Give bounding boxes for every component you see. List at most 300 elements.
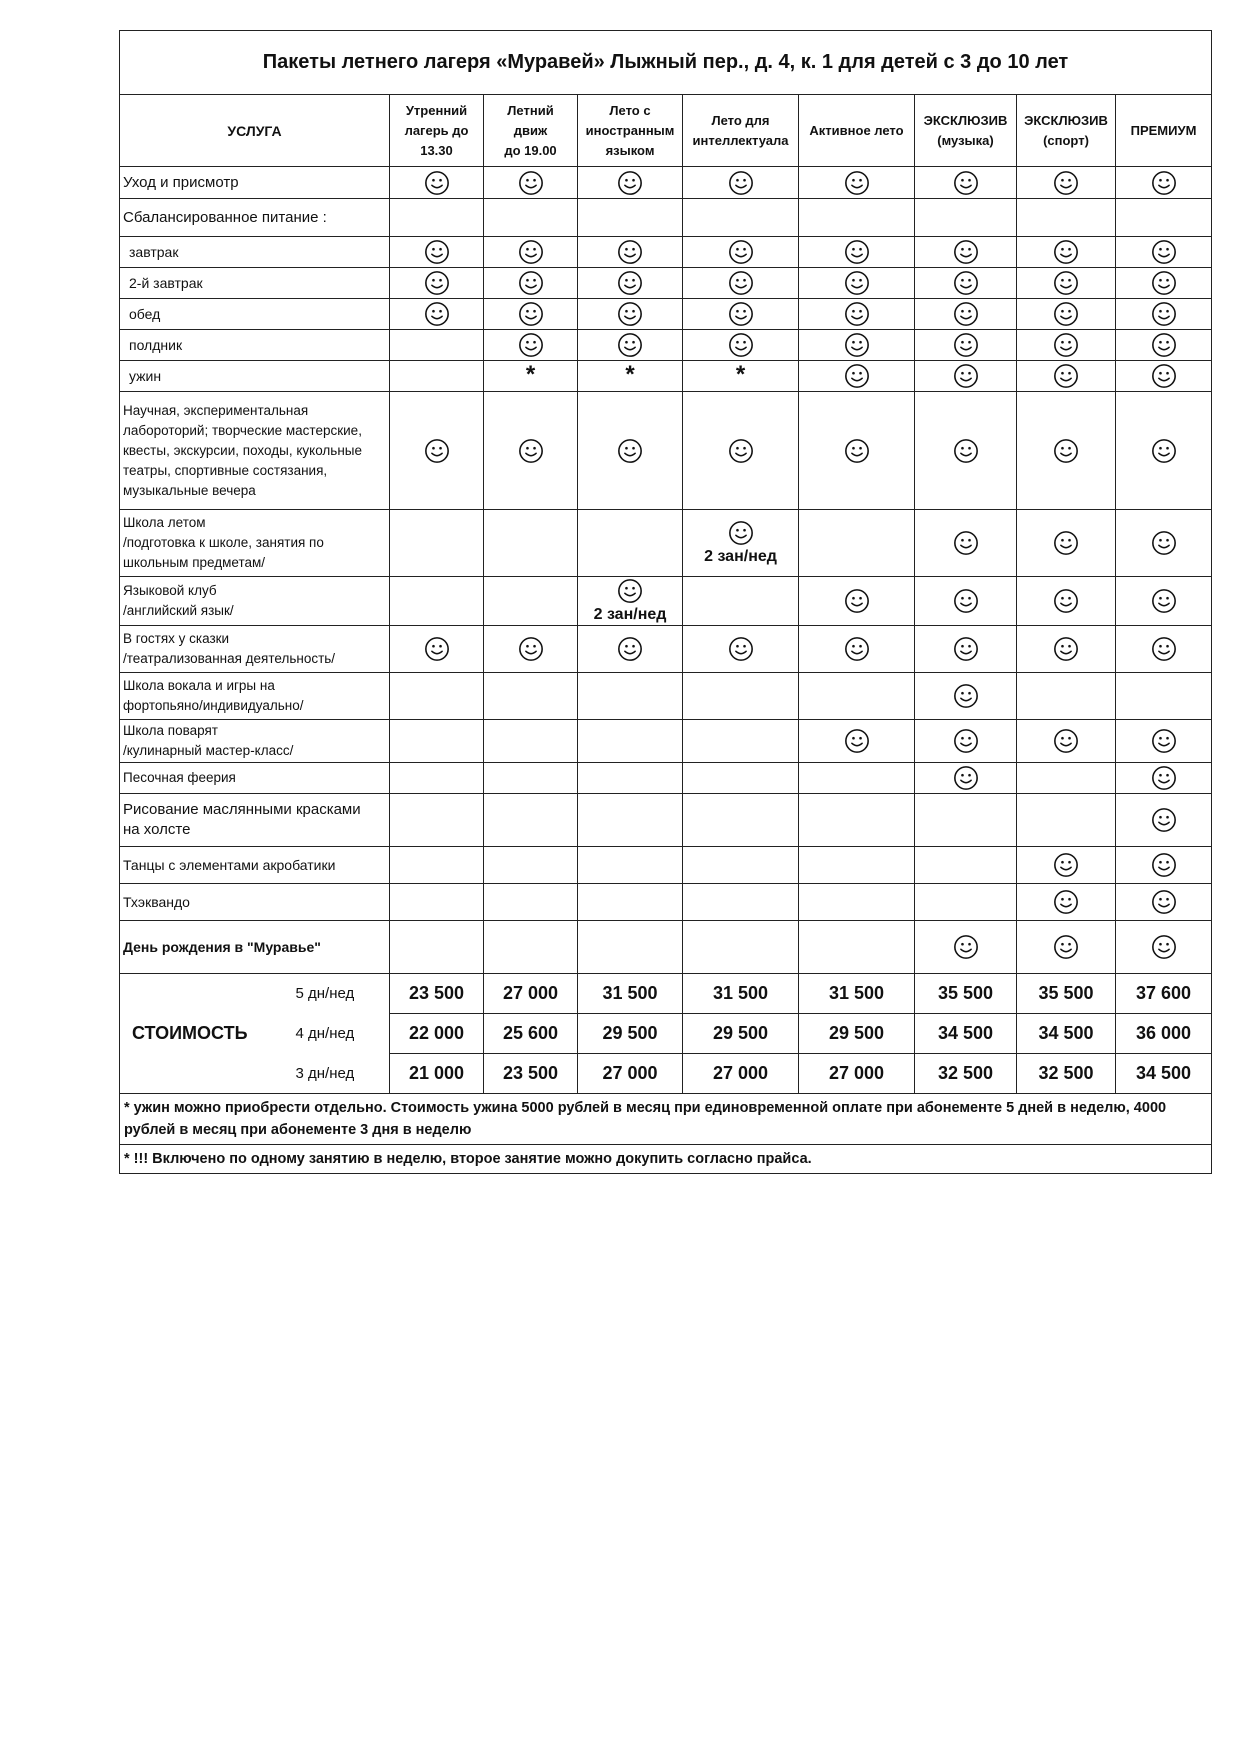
package-cell [683,763,799,794]
service-label [120,199,390,237]
smiley-icon [1151,301,1177,327]
package-header-line: ПРЕМИУМ [1130,122,1197,138]
smiley-icon [953,588,979,614]
package-cell [915,763,1017,794]
service-label-line: Школа поварят [123,723,218,738]
smiley-icon [1151,889,1177,915]
service-row [120,330,1212,361]
smiley-icon [1151,170,1177,196]
service-row [120,720,1212,763]
package-cell [390,237,484,268]
smiley-icon [518,239,544,265]
package-cell [683,626,799,673]
package-cell [390,299,484,330]
package-cell [683,299,799,330]
package-cell [1017,392,1116,510]
smiley-icon [1151,239,1177,265]
package-cell [683,167,799,199]
service-label [120,268,390,299]
service-row [120,167,1212,199]
service-label [120,299,390,330]
smiley-icon [617,636,643,662]
smiley-icon [1053,332,1079,358]
smiley-icon [728,636,754,662]
service-label-line: 2-й завтрак [129,275,203,291]
package-header-2 [484,95,578,167]
smiley-icon [953,728,979,754]
package-cell [1017,626,1116,673]
sessions-per-week-note: 2 зан/нед [704,548,777,565]
package-cell [1116,847,1212,884]
package-cell [799,673,915,720]
package-cell [578,884,683,921]
smiley-icon [728,301,754,327]
package-cell [390,794,484,847]
package-cell [683,237,799,268]
package-header-line: ЭКСКЛЮЗИВ [923,112,1008,128]
service-label-line: Школа летом [123,515,206,530]
package-cell [484,921,578,974]
service-label-line: театры, спортивные состязания, [123,462,328,478]
smiley-icon [844,332,870,358]
package-cell [484,199,578,237]
package-cell [578,299,683,330]
smiley-icon [617,438,643,464]
price-cell: 27 000 [484,974,578,1014]
package-header-3 [578,95,683,167]
smiley-icon [1053,438,1079,464]
packages-table [119,30,1212,1174]
package-cell [1017,884,1116,921]
package-cell [1017,510,1116,577]
price-cell: 27 000 [578,1054,683,1094]
smiley-icon [424,170,450,196]
package-cell [484,626,578,673]
price-cell: 29 500 [683,1014,799,1054]
smiley-icon [424,438,450,464]
smiley-icon [728,270,754,296]
package-cell [390,361,484,392]
package-cell [390,199,484,237]
smiley-icon [953,438,979,464]
service-label [120,847,390,884]
smiley-icon [844,728,870,754]
package-cell [799,720,915,763]
package-header-line: Активное лето [809,122,904,138]
smiley-icon [844,270,870,296]
package-header-line: интеллектуала [692,132,789,148]
package-cell [799,237,915,268]
service-label [120,884,390,921]
service-row [120,392,1212,510]
smiley-icon [953,683,979,709]
package-cell [683,392,799,510]
service-label-line: квесты, экскурсии, походы, кукольные [123,442,362,458]
service-row [120,361,1212,392]
package-cell [1116,361,1212,392]
package-cell [578,361,683,392]
smiley-icon [953,636,979,662]
package-cell [915,720,1017,763]
smiley-icon [728,239,754,265]
package-header-line: Лето для [711,112,770,128]
package-cell [578,847,683,884]
package-cell [578,510,683,577]
package-cell [390,392,484,510]
smiley-icon [728,520,754,546]
price-cell: 29 500 [799,1014,915,1054]
smiley-icon [617,301,643,327]
package-cell [915,299,1017,330]
days-per-week: 5 дн/нед [286,974,390,1014]
package-cell [578,237,683,268]
footnote-row [120,1145,1212,1174]
package-cell [484,673,578,720]
smiley-icon [1151,636,1177,662]
smiley-icon [518,170,544,196]
price-cell: 34 500 [1017,1014,1116,1054]
service-label-line: В гостях у сказки [123,631,230,646]
smiley-icon [518,438,544,464]
package-header-line: Лето с [609,102,651,118]
package-cell [1116,330,1212,361]
price-cell: 32 500 [915,1054,1017,1094]
price-cell: 23 500 [390,974,484,1014]
smiley-icon [1151,270,1177,296]
service-label-line: /английский язык/ [123,603,234,618]
package-cell [799,577,915,626]
package-cell [799,626,915,673]
package-cell [578,921,683,974]
header-row [120,95,1212,167]
package-cell [390,268,484,299]
package-cell [390,626,484,673]
service-label-line: Танцы с элементами акробатики [123,857,336,873]
package-cell [1017,847,1116,884]
price-cell: 35 500 [915,974,1017,1014]
package-cell [799,510,915,577]
package-cell [799,299,915,330]
smiley-icon [844,301,870,327]
package-cell [799,330,915,361]
package-cell [1017,720,1116,763]
package-cell [1116,268,1212,299]
service-label [120,626,390,673]
package-cell [799,794,915,847]
smiley-icon [1053,170,1079,196]
service-label-line: школьным предметам/ [123,555,266,570]
price-cell: 32 500 [1017,1054,1116,1094]
smiley-icon [518,636,544,662]
package-cell [683,199,799,237]
package-cell [1017,268,1116,299]
package-cell [1017,237,1116,268]
package-header-6 [915,95,1017,167]
service-label [120,921,390,974]
package-cell [799,392,915,510]
service-label [120,510,390,577]
smiley-icon [953,270,979,296]
service-row [120,577,1212,626]
smiley-icon [844,636,870,662]
package-header-line: движ [513,122,548,138]
smiley-icon [844,588,870,614]
service-label [120,763,390,794]
package-cell [1116,626,1212,673]
smiley-icon [953,301,979,327]
smiley-icon [424,239,450,265]
package-cell [1116,237,1212,268]
package-cell [484,268,578,299]
package-cell [390,577,484,626]
smiley-icon [844,239,870,265]
package-cell [799,921,915,974]
package-cell [390,167,484,199]
smiley-icon [1053,530,1079,556]
price-cell: 25 600 [484,1014,578,1054]
package-header-line: (музыка) [937,132,994,148]
package-cell [1116,673,1212,720]
package-cell [683,794,799,847]
smiley-icon [953,170,979,196]
package-cell [915,673,1017,720]
smiley-icon [1151,765,1177,791]
smiley-icon [1053,889,1079,915]
service-column-header: УСЛУГА [120,95,390,167]
service-label-line: /театрализованная деятельность/ [123,651,336,666]
package-cell [390,763,484,794]
service-row [120,199,1212,237]
price-cell: 36 000 [1116,1014,1212,1054]
smiley-icon [617,332,643,358]
smiley-icon [1151,807,1177,833]
package-cell [390,720,484,763]
package-cell [915,237,1017,268]
package-cell [390,921,484,974]
service-label [120,361,390,392]
service-label [120,673,390,720]
smiley-icon [518,301,544,327]
service-label [120,392,390,510]
package-cell [683,673,799,720]
package-header-1 [390,95,484,167]
package-cell [915,626,1017,673]
smiley-icon [953,239,979,265]
package-cell [799,361,915,392]
package-cell [915,794,1017,847]
smiley-icon [1151,934,1177,960]
package-cell [484,794,578,847]
package-header-line: иностранным [585,122,675,138]
smiley-icon [953,530,979,556]
smiley-icon [518,270,544,296]
price-cell: 35 500 [1017,974,1116,1014]
smiley-icon [617,239,643,265]
package-cell [683,577,799,626]
package-cell [578,268,683,299]
package-cell [1116,392,1212,510]
footnote-row [120,1094,1212,1145]
service-label-line: День рождения в "Муравье" [123,939,321,955]
package-cell [390,884,484,921]
package-cell [799,847,915,884]
price-cell: 34 500 [1116,1054,1212,1094]
package-cell [915,921,1017,974]
service-label-line: завтрак [129,244,179,260]
package-cell [799,199,915,237]
smiley-icon [953,765,979,791]
price-cell: 31 500 [683,974,799,1014]
service-label-line: Песочная феерия [123,770,236,785]
service-label-line: Сбалансированное питание : [123,208,327,226]
smiley-icon [1053,934,1079,960]
service-label-line: музыкальные вечера [123,482,256,498]
service-row [120,884,1212,921]
smiley-icon [1151,588,1177,614]
package-cell [578,199,683,237]
package-cell [1017,330,1116,361]
service-row [120,299,1212,330]
package-cell [484,330,578,361]
smiley-icon [1053,852,1079,878]
package-cell [1017,361,1116,392]
smiley-icon [1053,301,1079,327]
package-header-line: языком [605,142,655,158]
package-cell [1116,720,1212,763]
package-cell [683,361,799,392]
service-label [120,577,390,626]
service-label [120,237,390,268]
asterisk-icon: * [525,360,536,388]
package-cell [1017,299,1116,330]
service-label-line: Уход и присмотр [123,173,239,191]
package-cell [484,847,578,884]
package-cell [578,577,683,626]
service-label-line: Языковой клуб [123,583,217,598]
package-cell [484,299,578,330]
package-cell [799,884,915,921]
smiley-icon [1151,728,1177,754]
package-cell [799,268,915,299]
package-cell [578,794,683,847]
package-cell [484,361,578,392]
smiley-icon [1151,363,1177,389]
smiley-icon [424,270,450,296]
smiley-icon [728,332,754,358]
smiley-icon [844,170,870,196]
service-row [120,268,1212,299]
package-cell [799,167,915,199]
service-row [120,626,1212,673]
days-per-week: 3 дн/нед [286,1054,390,1094]
service-label-line: ужин [129,368,162,384]
package-cell [1116,577,1212,626]
package-cell [915,361,1017,392]
package-cell [484,167,578,199]
sessions-per-week-note: 2 зан/нед [593,606,667,623]
package-cell [915,199,1017,237]
service-row [120,673,1212,720]
package-header-line: до 19.00 [504,142,557,158]
service-row [120,921,1212,974]
package-cell [484,763,578,794]
package-cell [1017,577,1116,626]
smiley-icon [1053,363,1079,389]
package-cell [390,510,484,577]
package-cell [578,673,683,720]
price-cell: 34 500 [915,1014,1017,1054]
package-cell [1116,199,1212,237]
smiley-icon [1053,239,1079,265]
package-cell [484,510,578,577]
package-cell [915,577,1017,626]
service-label-line: Научная, экспериментальная [123,402,309,418]
package-cell [1116,921,1212,974]
smiley-icon [424,301,450,327]
package-header-line: Утренний [405,102,468,118]
price-cell: 22 000 [390,1014,484,1054]
smiley-icon [844,363,870,389]
cost-row [120,974,1212,1014]
package-cell [1017,763,1116,794]
package-cell [683,330,799,361]
smiley-icon [1053,270,1079,296]
service-row [120,847,1212,884]
package-cell [578,626,683,673]
smiley-icon [953,934,979,960]
days-per-week: 4 дн/нед [286,1014,390,1054]
package-cell [915,392,1017,510]
service-label-line: на холсте [123,821,191,838]
package-cell [1017,673,1116,720]
package-cell [683,720,799,763]
package-cell [578,720,683,763]
package-cell [390,673,484,720]
service-label-line: /кулинарный мастер-класс/ [123,743,294,758]
service-label-line: лабороторий; творческие мастерские, [123,422,362,438]
package-cell [578,167,683,199]
package-cell [915,330,1017,361]
package-cell [484,884,578,921]
asterisk-icon: * [735,360,746,388]
service-label-line: обед [129,306,161,322]
service-label [120,330,390,361]
asterisk-icon: * [625,360,635,388]
package-header-line: лагерь до [404,122,469,138]
service-row [120,510,1212,577]
package-cell [1017,921,1116,974]
package-cell [683,510,799,577]
smiley-icon [617,170,643,196]
package-header-line: 13.30 [420,142,453,158]
package-cell [683,847,799,884]
smiley-icon [728,170,754,196]
service-row [120,763,1212,794]
smiley-icon [1053,588,1079,614]
smiley-icon [1151,438,1177,464]
package-cell [578,330,683,361]
package-cell [1116,167,1212,199]
smiley-icon [844,438,870,464]
package-cell [799,763,915,794]
package-cell [578,392,683,510]
package-header-8 [1116,95,1212,167]
package-header-7 [1017,95,1116,167]
smiley-icon [1151,852,1177,878]
smiley-icon [1053,636,1079,662]
service-label-line: /подготовка к школе, занятия по [123,535,324,550]
package-cell [683,268,799,299]
